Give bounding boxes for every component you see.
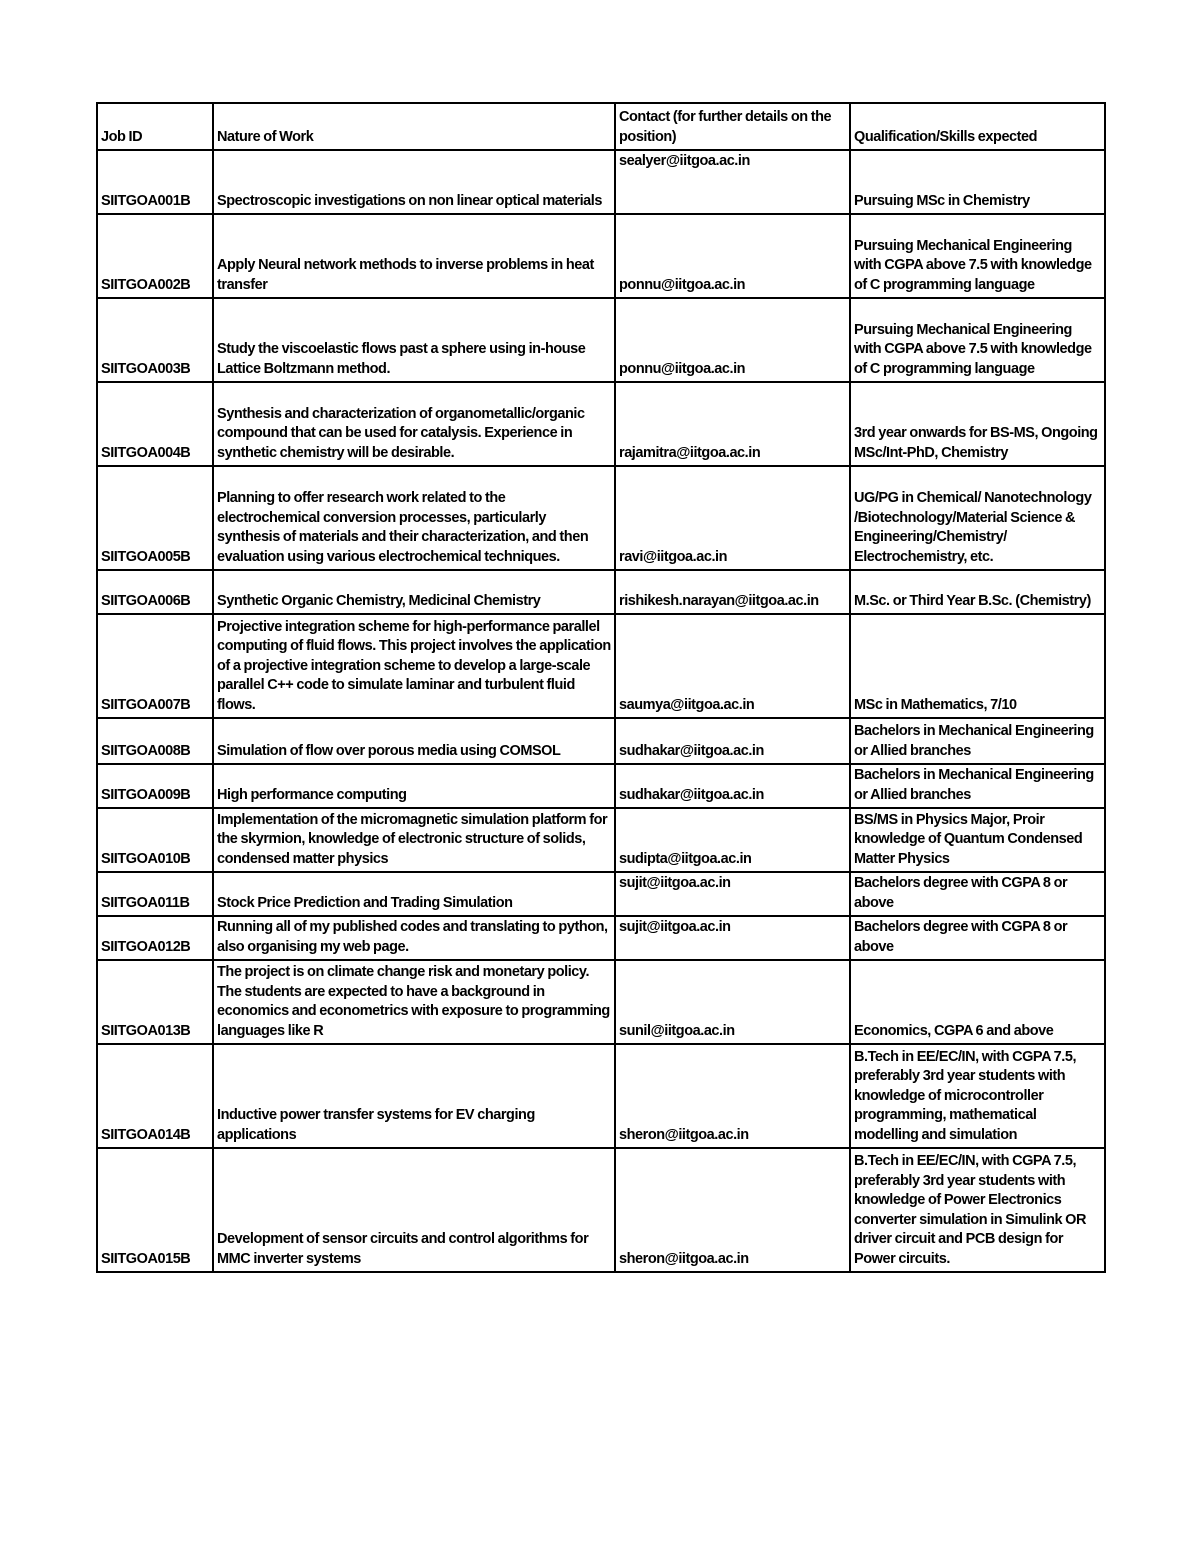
qualification-cell: Bachelors degree with CGPA 8 or above (850, 872, 1105, 916)
job-id-cell: SIITGOA001B (97, 150, 213, 214)
job-id-cell: SIITGOA012B (97, 916, 213, 960)
nature-of-work-cell: The project is on climate change risk and monetary policy. The students are expected to have a background in economics and econometrics with exposure to programming languages like R (213, 960, 615, 1044)
nature-of-work-cell: High performance computing (213, 764, 615, 808)
table-body (97, 150, 1105, 1272)
qualification-cell: B.Tech in EE/EC/IN, with CGPA 7.5, preferably 3rd year students with knowledge of Power Electronics converter simulation in Simulink OR driver circuit and PCB design for Power circuits. (850, 1148, 1105, 1272)
job-id-cell: SIITGOA007B (97, 614, 213, 718)
contact-email-link[interactable]: sujit@iitgoa.ac.in (615, 872, 850, 916)
qualification-cell: 3rd year onwards for BS-MS, Ongoing MSc/Int-PhD, Chemistry (850, 382, 1105, 466)
nature-of-work-cell: Implementation of the micromagnetic simulation platform for the skyrmion, knowledge of electronic structure of solids, condensed matter physics (213, 808, 615, 872)
contact-email-link[interactable]: sheron@iitgoa.ac.in (615, 1044, 850, 1148)
qualification-cell: Pursuing Mechanical Engineering with CGPA above 7.5 with knowledge of C programming language (850, 214, 1105, 298)
nature-of-work-cell: Apply Neural network methods to inverse problems in heat transfer (213, 214, 615, 298)
table-row (97, 718, 1105, 764)
contact-email-link[interactable]: rishikesh.narayan@iitgoa.ac.in (615, 570, 850, 614)
job-id-cell: SIITGOA008B (97, 718, 213, 764)
qualification-cell: Bachelors degree with CGPA 8 or above (850, 916, 1105, 960)
job-id-cell: SIITGOA002B (97, 214, 213, 298)
table-row (97, 382, 1105, 466)
job-id-cell: SIITGOA011B (97, 872, 213, 916)
nature-of-work-cell: Development of sensor circuits and control algorithms for MMC inverter systems (213, 1148, 615, 1272)
qualification-cell: UG/PG in Chemical/ Nanotechnology /Biotechnology/Material Science & Engineering/Chemistry/ Electrochemistry, etc. (850, 466, 1105, 570)
contact-email-link[interactable]: sealyer@iitgoa.ac.in (615, 150, 850, 214)
contact-email-link[interactable]: rajamitra@iitgoa.ac.in (615, 382, 850, 466)
header-job-id: Job ID (97, 103, 213, 150)
header-contact: Contact (for further details on the position) (615, 103, 850, 150)
table-row (97, 960, 1105, 1044)
qualification-cell: M.Sc. or Third Year B.Sc. (Chemistry) (850, 570, 1105, 614)
nature-of-work-cell: Projective integration scheme for high-performance parallel computing of fluid flows. This project involves the application of a projective integration scheme to develop a large-scale parallel C++ code to simulate laminar and turbulent fluid flows. (213, 614, 615, 718)
nature-of-work-cell: Inductive power transfer systems for EV charging applications (213, 1044, 615, 1148)
qualification-cell: B.Tech in EE/EC/IN, with CGPA 7.5, preferably 3rd year students with knowledge of microcontroller programming, mathematical modelling and simulation (850, 1044, 1105, 1148)
qualification-cell: MSc in Mathematics, 7/10 (850, 614, 1105, 718)
table-row (97, 872, 1105, 916)
table-row (97, 916, 1105, 960)
job-id-cell: SIITGOA009B (97, 764, 213, 808)
table-row (97, 298, 1105, 382)
job-id-cell: SIITGOA015B (97, 1148, 213, 1272)
table-row (97, 764, 1105, 808)
table-row (97, 614, 1105, 718)
table-row (97, 466, 1105, 570)
job-id-cell: SIITGOA010B (97, 808, 213, 872)
nature-of-work-cell: Simulation of flow over porous media using COMSOL (213, 718, 615, 764)
nature-of-work-cell: Stock Price Prediction and Trading Simulation (213, 872, 615, 916)
header-nature-of-work: Nature of Work (213, 103, 615, 150)
contact-email-link[interactable]: sheron@iitgoa.ac.in (615, 1148, 850, 1272)
contact-email-link[interactable]: sudipta@iitgoa.ac.in (615, 808, 850, 872)
qualification-cell: Pursuing MSc in Chemistry (850, 150, 1105, 214)
table-row (97, 808, 1105, 872)
job-listings-table (96, 102, 1106, 1273)
contact-email-link[interactable]: sudhakar@iitgoa.ac.in (615, 764, 850, 808)
qualification-cell: Economics, CGPA 6 and above (850, 960, 1105, 1044)
nature-of-work-cell: Spectroscopic investigations on non linear optical materials (213, 150, 615, 214)
qualification-cell: Bachelors in Mechanical Engineering or Allied branches (850, 764, 1105, 808)
contact-email-link[interactable]: sudhakar@iitgoa.ac.in (615, 718, 850, 764)
job-id-cell: SIITGOA003B (97, 298, 213, 382)
nature-of-work-cell: Synthetic Organic Chemistry, Medicinal Chemistry (213, 570, 615, 614)
contact-email-link[interactable]: ponnu@iitgoa.ac.in (615, 298, 850, 382)
nature-of-work-cell: Planning to offer research work related to the electrochemical conversion processes, particularly synthesis of materials and their characterization, and then evaluation using various electrochemical techniques. (213, 466, 615, 570)
contact-email-link[interactable]: ponnu@iitgoa.ac.in (615, 214, 850, 298)
job-id-cell: SIITGOA014B (97, 1044, 213, 1148)
job-id-cell: SIITGOA013B (97, 960, 213, 1044)
table-row (97, 570, 1105, 614)
table-header (97, 103, 1105, 150)
table-row (97, 1044, 1105, 1148)
contact-email-link[interactable]: sujit@iitgoa.ac.in (615, 916, 850, 960)
table-row (97, 1148, 1105, 1272)
header-qualification: Qualification/Skills expected (850, 103, 1105, 150)
job-id-cell: SIITGOA005B (97, 466, 213, 570)
qualification-cell: Bachelors in Mechanical Engineering or Allied branches (850, 718, 1105, 764)
header-row (97, 103, 1105, 150)
qualification-cell: Pursuing Mechanical Engineering with CGPA above 7.5 with knowledge of C programming language (850, 298, 1105, 382)
table-row (97, 214, 1105, 298)
nature-of-work-cell: Study the viscoelastic flows past a sphere using in-house Lattice Boltzmann method. (213, 298, 615, 382)
qualification-cell: BS/MS in Physics Major, Proir knowledge of Quantum Condensed Matter Physics (850, 808, 1105, 872)
nature-of-work-cell: Synthesis and characterization of organometallic/organic compound that can be used for catalysis. Experience in synthetic chemistry will be desirable. (213, 382, 615, 466)
job-id-cell: SIITGOA004B (97, 382, 213, 466)
table-row (97, 150, 1105, 214)
job-id-cell: SIITGOA006B (97, 570, 213, 614)
contact-email-link[interactable]: sunil@iitgoa.ac.in (615, 960, 850, 1044)
contact-email-link[interactable]: saumya@iitgoa.ac.in (615, 614, 850, 718)
contact-email-link[interactable]: ravi@iitgoa.ac.in (615, 466, 850, 570)
nature-of-work-cell: Running all of my published codes and translating to python, also organising my web page. (213, 916, 615, 960)
